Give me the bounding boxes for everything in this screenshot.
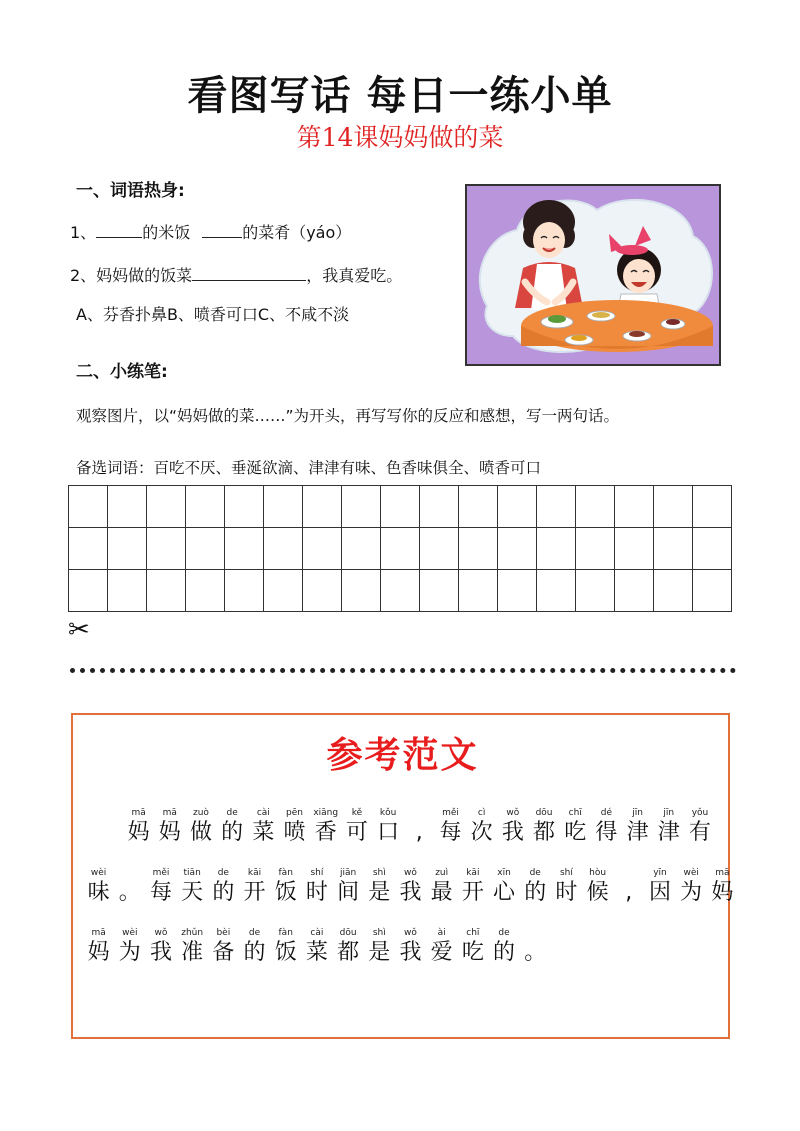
hanzi-character: 味 <box>87 880 110 905</box>
essay-character <box>301 927 332 966</box>
hanzi-character: 妈 <box>158 820 181 845</box>
essay-character <box>270 927 301 966</box>
grid-cell[interactable] <box>264 528 303 570</box>
grid-cell[interactable] <box>615 528 654 570</box>
pinyin-annotation: shí <box>310 868 324 878</box>
hanzi-character: 准 <box>181 940 204 965</box>
hanzi-character: 的 <box>212 880 235 905</box>
pinyin-annotation: shì <box>372 868 386 878</box>
pinyin-annotation: cài <box>310 928 324 938</box>
essay-character <box>488 867 519 906</box>
pinyin-annotation: dé <box>600 808 613 818</box>
grid-cell[interactable] <box>381 486 420 528</box>
grid-cell[interactable] <box>264 486 303 528</box>
essay-character <box>488 927 519 966</box>
pinyin-annotation: xiāng <box>313 808 339 818</box>
question-1-part2: 的菜肴（yáo） <box>242 223 352 242</box>
hanzi-character: 吃 <box>564 820 587 845</box>
pinyin-annotation: xīn <box>497 868 511 878</box>
hanzi-character: 。 <box>118 880 141 905</box>
grid-cell[interactable] <box>693 528 732 570</box>
essay-character <box>239 927 270 966</box>
pinyin-annotation: tiān <box>183 868 201 878</box>
pinyin-annotation: zuò <box>193 808 209 818</box>
hanzi-character: 的 <box>524 880 547 905</box>
grid-cell[interactable] <box>576 486 615 528</box>
question-1-part1: 的米饭 <box>142 223 191 242</box>
pinyin-annotation: zhǔn <box>181 928 204 938</box>
grid-cell[interactable] <box>108 486 147 528</box>
essay-character <box>426 867 457 906</box>
essay-line <box>83 867 738 906</box>
essay-character <box>676 867 707 906</box>
grid-cell[interactable] <box>225 570 264 612</box>
pinyin-annotation: de <box>529 868 541 878</box>
section-heading-practice: 二、小练笔: <box>76 362 168 382</box>
hanzi-character: 得 <box>595 820 618 845</box>
illustration-mother-daughter-meal <box>465 184 721 366</box>
hanzi-character: 妈 <box>127 820 150 845</box>
essay-character <box>520 867 551 906</box>
grid-cell[interactable] <box>225 486 264 528</box>
essay-character <box>364 927 395 966</box>
answer-blank[interactable] <box>96 221 142 238</box>
writing-grid <box>68 485 732 612</box>
question-1 <box>70 220 351 243</box>
essay-character <box>185 807 216 846</box>
pinyin-annotation: jīn <box>663 808 675 818</box>
essay-character <box>653 807 684 846</box>
essay-character <box>644 867 675 906</box>
grid-cell[interactable] <box>537 570 576 612</box>
essay-character <box>177 867 208 906</box>
grid-cell[interactable] <box>459 570 498 612</box>
essay-character <box>145 927 176 966</box>
grid-cell[interactable] <box>303 570 342 612</box>
essay-character <box>395 867 426 906</box>
essay-character <box>301 867 332 906</box>
essay-character <box>364 867 395 906</box>
essay-character <box>466 807 497 846</box>
pinyin-annotation: cài <box>256 808 270 818</box>
pinyin-annotation: de <box>248 928 261 938</box>
hanzi-character: , <box>415 820 423 845</box>
hanzi-character: 有 <box>688 820 711 845</box>
answer-blank[interactable] <box>202 221 242 238</box>
grid-cell[interactable] <box>303 528 342 570</box>
hanzi-character: 每 <box>149 880 172 905</box>
pinyin-annotation: yīn <box>653 868 667 878</box>
pinyin-annotation: de <box>217 868 229 878</box>
hanzi-character: 时 <box>305 880 328 905</box>
essay-character <box>341 807 372 846</box>
pinyin-annotation: wǒ <box>506 808 520 818</box>
grid-cell[interactable] <box>225 528 264 570</box>
hanzi-character: 的 <box>243 940 266 965</box>
pinyin-annotation: jīn <box>632 808 643 818</box>
grid-cell[interactable] <box>108 570 147 612</box>
page-title: 看图写话 每日一练小单 <box>187 73 613 119</box>
pinyin-annotation: mā <box>91 928 106 938</box>
essay-character <box>83 927 114 966</box>
pinyin-annotation: wèi <box>90 868 107 878</box>
essay-character <box>123 807 154 846</box>
pinyin-annotation: měi <box>442 808 459 818</box>
pinyin-annotation: zuì <box>435 868 449 878</box>
hanzi-character: 津 <box>657 820 680 845</box>
hanzi-character: 妈 <box>711 880 734 905</box>
essay-character <box>497 807 528 846</box>
hanzi-character: 饭 <box>274 940 297 965</box>
grid-cell[interactable] <box>498 570 537 612</box>
grid-cell[interactable] <box>576 528 615 570</box>
grid-cell[interactable] <box>342 528 381 570</box>
hanzi-character: 可 <box>345 820 368 845</box>
essay-character <box>707 867 738 906</box>
essay-character <box>395 927 426 966</box>
pinyin-annotation: kě <box>351 808 363 818</box>
hanzi-character: 我 <box>399 940 422 965</box>
grid-cell[interactable] <box>537 528 576 570</box>
lesson-subtitle: 第14课妈妈做的菜 <box>296 123 504 152</box>
grid-cell[interactable] <box>420 570 459 612</box>
hanzi-character: 开 <box>243 880 266 905</box>
essay-character <box>114 867 145 906</box>
essay-character <box>208 927 239 966</box>
essay-character <box>154 807 185 846</box>
hanzi-character: 候 <box>586 880 609 905</box>
pinyin-annotation: yǒu <box>691 808 709 818</box>
pinyin-annotation: ài <box>437 928 446 938</box>
essay-character <box>435 807 466 846</box>
hanzi-character: 。 <box>524 940 547 965</box>
reference-essay-box <box>71 713 734 1039</box>
hanzi-character: 因 <box>648 880 671 905</box>
hanzi-character: 都 <box>337 940 360 965</box>
essay-character <box>114 927 145 966</box>
pinyin-annotation: wèi <box>683 868 699 878</box>
pinyin-annotation: hòu <box>589 868 607 878</box>
hanzi-character: 天 <box>181 880 204 905</box>
pinyin-annotation: dōu <box>339 928 357 938</box>
writing-instruction: 观察图片，以“妈妈做的菜……”为开头，再写写你的反应和感想，写一两句话。 <box>76 407 620 425</box>
grid-cell[interactable] <box>147 570 186 612</box>
grid-cell[interactable] <box>108 528 147 570</box>
hanzi-character: 口 <box>377 820 400 845</box>
section-heading-warmup: 一、词语热身: <box>76 181 185 201</box>
hanzi-character: 饭 <box>274 880 297 905</box>
grid-cell[interactable] <box>654 570 693 612</box>
essay-character <box>333 867 364 906</box>
hanzi-character: 开 <box>461 880 484 905</box>
essay-character <box>177 927 208 966</box>
hanzi-character: 津 <box>626 820 649 845</box>
hanzi-character: 为 <box>118 940 141 965</box>
grid-cell[interactable] <box>186 486 225 528</box>
essay-character <box>684 807 715 846</box>
pinyin-annotation: měi <box>152 868 170 878</box>
grid-cell[interactable] <box>693 486 732 528</box>
question-1-number: 1、 <box>70 223 97 242</box>
essay-character <box>622 807 653 846</box>
hanzi-character: 吃 <box>461 940 484 965</box>
hanzi-character: 爱 <box>430 940 453 965</box>
hanzi-character: 都 <box>533 820 556 845</box>
pinyin-annotation: fàn <box>278 868 293 878</box>
grid-cell[interactable] <box>420 528 459 570</box>
pinyin-annotation: dōu <box>535 808 553 818</box>
hanzi-character: 次 <box>470 820 493 845</box>
grid-row <box>69 570 732 612</box>
hanzi-character: 妈 <box>87 940 110 965</box>
grid-cell[interactable] <box>537 486 576 528</box>
hanzi-character: 做 <box>189 820 212 845</box>
essay-character <box>248 807 279 846</box>
grid-cell[interactable] <box>498 486 537 528</box>
scissors-icon: ✂ <box>68 615 90 645</box>
grid-cell[interactable] <box>420 486 459 528</box>
pinyin-annotation: wǒ <box>154 928 168 938</box>
pinyin-annotation: shí <box>559 868 573 878</box>
cut-line <box>70 668 736 673</box>
pinyin-annotation: bèi <box>216 928 231 938</box>
pinyin-annotation: wǒ <box>404 928 417 938</box>
pinyin-annotation: kāi <box>466 868 480 878</box>
grid-cell[interactable] <box>693 570 732 612</box>
essay-character <box>457 927 488 966</box>
grid-cell[interactable] <box>69 570 108 612</box>
pinyin-annotation: cì <box>477 808 486 818</box>
pinyin-annotation: kǒu <box>379 808 397 818</box>
pinyin-annotation: mā <box>131 808 146 818</box>
grid-cell[interactable] <box>654 486 693 528</box>
answer-blank[interactable] <box>192 264 306 281</box>
essay-character <box>551 867 582 906</box>
essay-character <box>310 807 341 846</box>
grid-cell[interactable] <box>342 570 381 612</box>
grid-cell[interactable] <box>147 528 186 570</box>
essay-character <box>560 807 591 846</box>
grid-cell[interactable] <box>381 570 420 612</box>
hanzi-character: 每 <box>439 820 462 845</box>
hanzi-character: 我 <box>149 940 172 965</box>
grid-cell[interactable] <box>186 528 225 570</box>
pinyin-annotation: shì <box>372 928 386 938</box>
grid-cell[interactable] <box>576 570 615 612</box>
hanzi-character: 心 <box>493 880 516 905</box>
essay-character <box>279 807 310 846</box>
pinyin-annotation: kāi <box>247 868 262 878</box>
essay-character <box>333 927 364 966</box>
grid-row <box>69 528 732 570</box>
pinyin-annotation: wèi <box>122 928 138 938</box>
pinyin-annotation: mā <box>162 808 177 818</box>
grid-cell[interactable] <box>654 528 693 570</box>
essay-character <box>145 867 176 906</box>
grid-row <box>69 486 732 528</box>
hanzi-character: 备 <box>212 940 235 965</box>
pinyin-annotation: fàn <box>278 928 293 938</box>
essay-character <box>582 867 613 906</box>
hanzi-character: 的 <box>221 820 244 845</box>
grid-cell[interactable] <box>615 570 654 612</box>
pinyin-annotation: pēn <box>286 808 304 818</box>
hanzi-character: 我 <box>501 820 524 845</box>
pinyin-annotation: de <box>226 808 238 818</box>
pinyin-annotation: chī <box>466 928 480 938</box>
grid-cell[interactable] <box>459 528 498 570</box>
essay-character <box>457 867 488 906</box>
question-2-pre: 2、妈妈做的饭菜 <box>70 266 193 285</box>
pinyin-annotation: chī <box>568 808 582 818</box>
grid-cell[interactable] <box>342 486 381 528</box>
essay-line <box>123 807 716 846</box>
essay-character <box>373 807 404 846</box>
pinyin-annotation: de <box>498 928 510 938</box>
pinyin-annotation: wǒ <box>404 868 417 878</box>
pinyin-annotation: mā <box>715 868 730 878</box>
essay-character <box>270 867 301 906</box>
essay-character <box>613 867 644 906</box>
grid-cell[interactable] <box>381 528 420 570</box>
reference-title: 参考范文 <box>326 735 479 776</box>
hanzi-character: 菜 <box>252 820 275 845</box>
hanzi-character: 是 <box>368 880 391 905</box>
grid-cell[interactable] <box>615 486 654 528</box>
question-2 <box>70 263 402 286</box>
grid-cell[interactable] <box>69 528 108 570</box>
grid-cell[interactable] <box>186 570 225 612</box>
grid-cell[interactable] <box>69 486 108 528</box>
grid-cell[interactable] <box>303 486 342 528</box>
hanzi-character: 是 <box>368 940 391 965</box>
essay-character <box>83 867 114 906</box>
hanzi-character: , <box>625 880 633 905</box>
hanzi-character: 间 <box>337 880 360 905</box>
hanzi-character: 最 <box>430 880 453 905</box>
grid-cell[interactable] <box>147 486 186 528</box>
essay-character <box>520 927 551 966</box>
essay-character <box>528 807 559 846</box>
hanzi-character: 喷 <box>283 820 306 845</box>
grid-cell[interactable] <box>264 570 303 612</box>
hanzi-character: 香 <box>314 820 337 845</box>
hanzi-character: 时 <box>555 880 578 905</box>
hanzi-character: 菜 <box>305 940 328 965</box>
answer-options: A、芬香扑鼻B、喷香可口C、不咸不淡 <box>76 305 350 324</box>
essay-line <box>83 927 551 966</box>
hanzi-character: 我 <box>399 880 422 905</box>
question-2-post: ，我真爱吃。 <box>306 266 403 285</box>
essay-character <box>426 927 457 966</box>
hanzi-character: 的 <box>493 940 516 965</box>
grid-cell[interactable] <box>459 486 498 528</box>
essay-character <box>591 807 622 846</box>
essay-character <box>217 807 248 846</box>
essay-character <box>404 807 435 846</box>
pinyin-annotation: jiān <box>339 868 357 878</box>
grid-cell[interactable] <box>498 528 537 570</box>
essay-character <box>239 867 270 906</box>
essay-character <box>208 867 239 906</box>
word-bank: 备选词语：百吃不厌、垂涎欲滴、津津有味、色香味俱全、喷香可口 <box>76 459 542 477</box>
hanzi-character: 为 <box>680 880 703 905</box>
